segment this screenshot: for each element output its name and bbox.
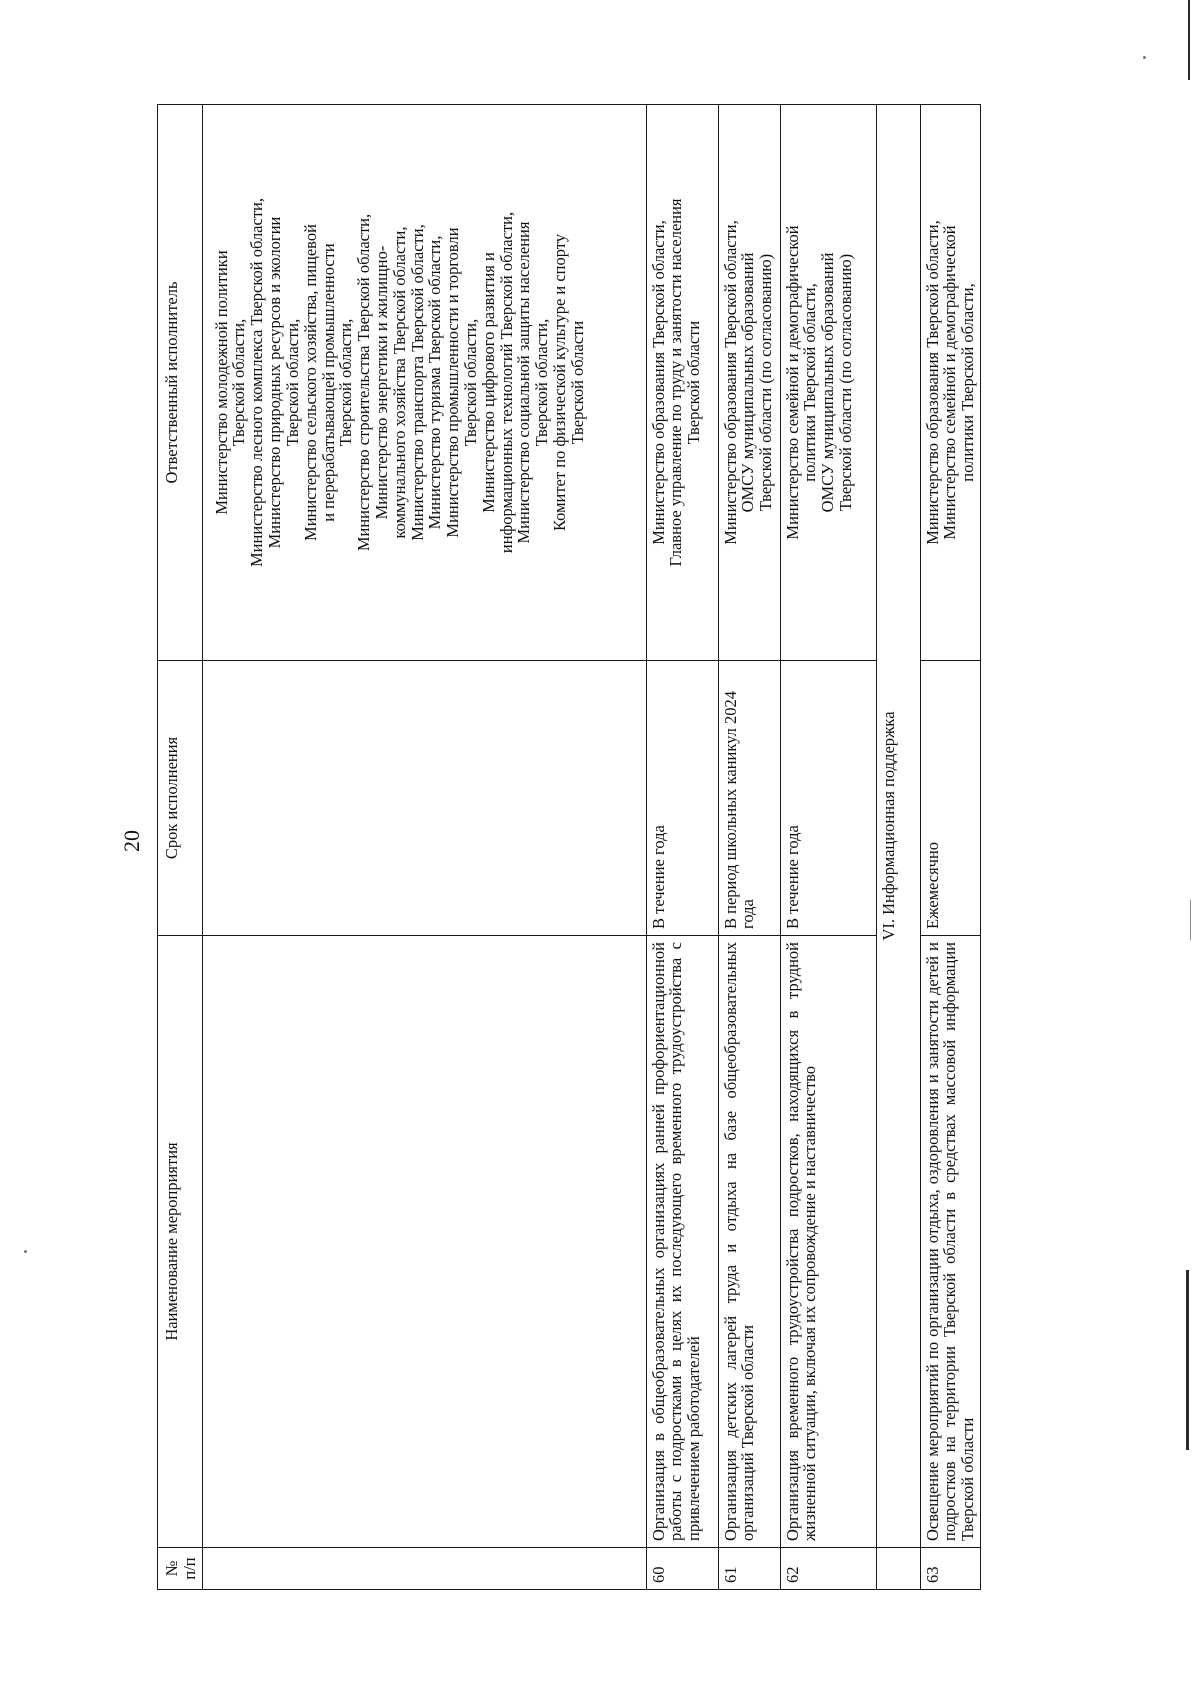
header-responsible: Ответственный исполнитель [158,105,203,661]
responsible-line: Министерство социальной защиты населения [514,221,534,544]
table-row-continuation [202,105,646,1590]
cell-responsible [780,105,876,661]
responsible-line: информационных технологий Тверской области, [496,211,516,554]
responsible-line: Тверской области, [336,318,356,447]
header-term: Срок исполнения [158,661,203,936]
responsible-line: Министерство строительства Тверской области, [354,213,374,552]
page-number: 20 [119,830,144,852]
cell-num [202,1548,646,1590]
responsible-line: Министерство образования Тверской области, [922,220,942,545]
responsible-line: Министерство семейной и демографической [782,225,802,540]
cell-num: 61 [718,1548,780,1590]
cell-num: 62 [780,1548,876,1590]
responsible-line: Тверской области [567,320,587,445]
cell-name: Организация детских лагерей труда и отдыха на базе общеобразовательных организаций Тверской области [718,936,780,1548]
scan-edge-mark-bottom [1186,1270,1189,1450]
cell-num: 63 [920,1548,980,1590]
table-row [646,105,718,1590]
scan-speck [1143,56,1146,59]
cell-responsible [920,105,980,661]
scan-edge-mark-mid [1190,900,1191,940]
scan-speck [24,1250,27,1253]
responsible-line: Комитет по физической культуре и спорту [550,233,570,532]
responsible-line: Тверской области, [532,318,552,447]
cell-term [202,661,646,936]
cell-term: В течение года [780,661,876,936]
section-title: VI. Информационная поддержка [876,105,920,1548]
cell-name: Организация временного трудоустройства подростков, находящихся в трудной жизненной ситуации, включая их сопровождение и наставничество [780,936,876,1548]
responsible-line: Тверской области [684,320,704,445]
responsible-line: политики Тверской области, [958,283,978,482]
responsible-line: Министерство природных ресурсов и экологии [265,216,285,549]
responsible-line: Министерство семейной и демографической [940,225,960,540]
responsible-line: Министерство цифрового развития и [478,252,498,513]
responsible-line: Тверской области, [282,318,302,447]
responsible-line: коммунального хозяйства Тверской области, [389,226,409,539]
responsible-line: Тверской области (по согласованию) [836,253,856,512]
cell-num [876,1548,920,1590]
responsible-line: Министерство образования Тверской области, [648,220,668,545]
responsible-line: ОМСУ муниципальных образований [818,252,838,513]
responsible-line: Министерство молодежной политики [211,250,231,515]
responsible-line: Тверской области, [229,318,249,447]
cell-responsible [718,105,780,661]
scan-edge-mark-top [1188,0,1190,80]
responsible-line: Министерство промышленности и торговли [443,227,463,538]
rotated-table-wrapper [157,105,978,1590]
cell-name [202,936,646,1548]
header-num: № п/п [158,1548,203,1590]
cell-term: В течение года [646,661,718,936]
responsible-line: Министерство транспорта Тверской области, [407,224,427,541]
header-name: Наименование мероприятия [158,936,203,1548]
table-row [780,105,876,1590]
responsible-line: Министерство туризма Тверской области, [425,235,445,530]
cell-num: 60 [646,1548,718,1590]
section-heading-row [876,105,920,1590]
cell-name: Организация в общеобразовательных организациях ранней профориентационной работы с подростками в целях их последующего временного трудоустройства с привлечением работодателей [646,936,718,1548]
responsible-line: Тверской области, [461,318,480,447]
responsible-line: Тверской области (по согласованию) [756,253,776,512]
cell-term: В период школьных каникул 2024 года [718,661,780,936]
table-row [718,105,780,1590]
cell-term: Ежемесячно [920,661,980,936]
responsible-line: Министерство сельского хозяйства, пищевой [300,224,320,541]
table-header-row [158,105,203,1590]
measures-table [157,104,981,1590]
responsible-line: политики Тверской области, [800,283,820,482]
cell-responsible [202,105,646,661]
responsible-line: Министерство лесного комплекса Тверской области, [247,198,267,567]
cell-responsible [646,105,718,661]
responsible-line: и перерабатывающей промышленности [318,243,338,522]
responsible-line: ОМСУ муниципальных образований [738,252,758,513]
cell-name: Освещение мероприятий по организации отдыха, оздоровления и занятости детей и подростков на территории Тверской области в средствах массовой информации Тверской области [920,936,980,1548]
responsible-line: Министерство образования Тверской области, [720,220,740,545]
responsible-line: Министерство энергетики и жилищно- [371,245,391,520]
table-row [920,105,980,1590]
responsible-line: Главное управление по труду и занятости населения [666,198,686,567]
